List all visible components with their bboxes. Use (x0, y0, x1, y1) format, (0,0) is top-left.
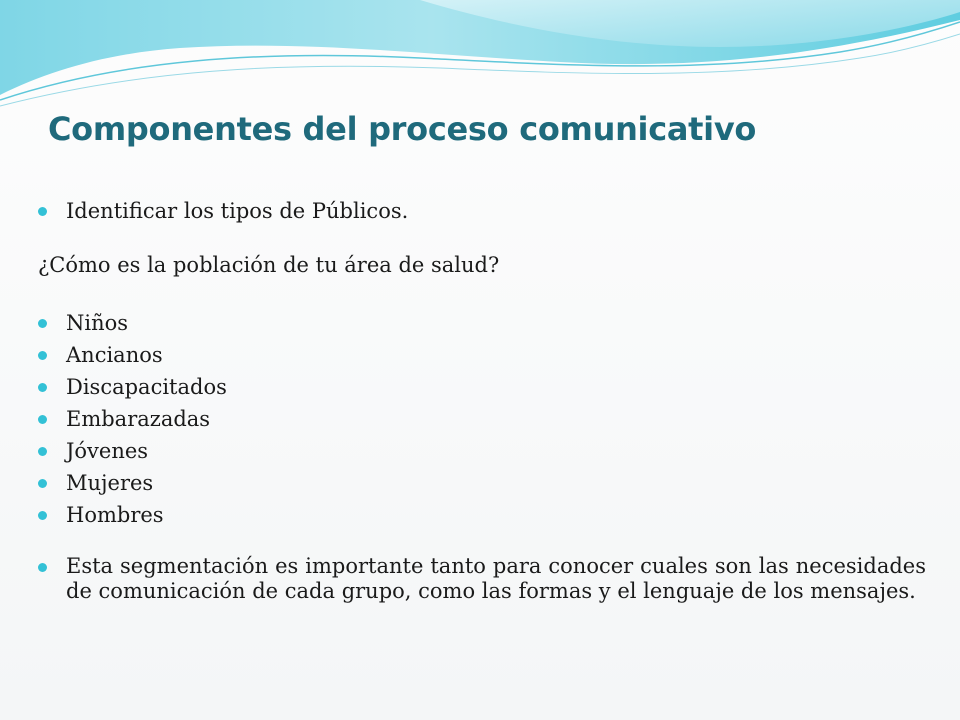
list-item-label: Discapacitados (66, 375, 227, 399)
list-item (38, 310, 926, 342)
bullet-dot-icon (38, 563, 47, 572)
bullet-dot-icon (38, 319, 47, 328)
question-text: ¿Cómo es la población de tu área de salud? (38, 253, 500, 277)
intro-bullet (38, 198, 926, 224)
bullet-dot-icon (38, 479, 47, 488)
note-bullet (38, 554, 926, 604)
list-item-label: Ancianos (66, 343, 163, 367)
list-item-label: Hombres (66, 503, 164, 527)
list-item-label: Niños (66, 311, 129, 335)
list-item-label: Mujeres (66, 471, 154, 495)
bullet-dot-icon (38, 415, 47, 424)
note-text: Esta segmentación es importante tanto para conocer cuales son las necesidades de comunicación de cada grupo, como las formas y el lenguaje de los mensajes. (66, 554, 926, 603)
groups-list (38, 310, 926, 534)
bullet-dot-icon (38, 351, 47, 360)
list-item (38, 438, 926, 470)
bullet-dot-icon (38, 383, 47, 392)
list-item (38, 406, 926, 438)
slide-title: Componentes del proceso comunicativo (48, 110, 757, 148)
bullet-dot-icon (38, 207, 47, 216)
list-item (38, 374, 926, 406)
list-item-label: Embarazadas (66, 407, 211, 431)
bullet-dot-icon (38, 447, 47, 456)
list-item (38, 470, 926, 502)
list-item (38, 342, 926, 374)
header-wave-decoration (0, 0, 960, 115)
bullet-dot-icon (38, 511, 47, 520)
list-item (38, 502, 926, 534)
slide-content (38, 198, 926, 604)
list-item-label: Jóvenes (66, 439, 149, 463)
intro-bullet-text: Identificar los tipos de Públicos. (66, 199, 409, 223)
